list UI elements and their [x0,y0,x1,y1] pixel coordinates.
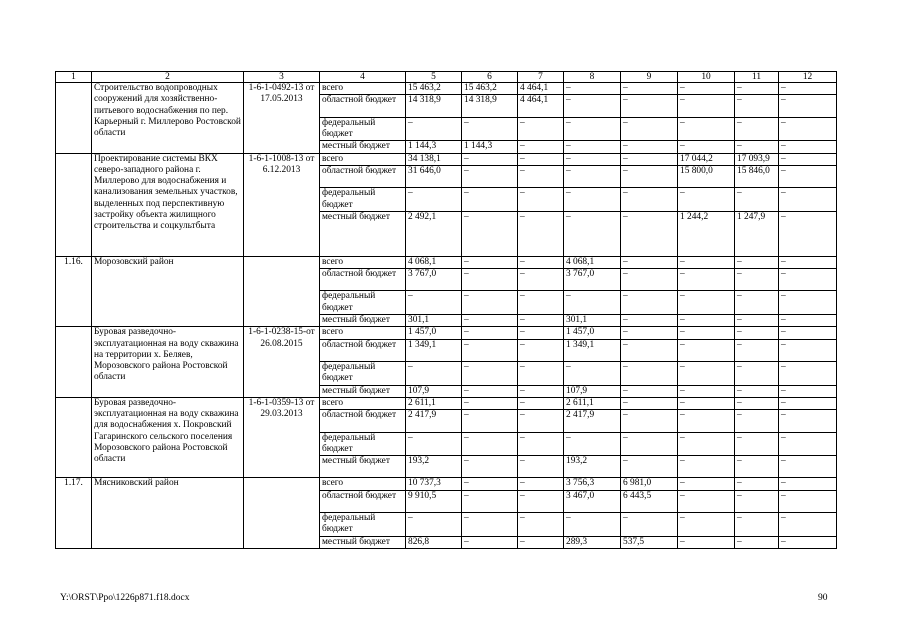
amount-cell: – [621,456,678,478]
amount-cell: – [564,188,621,212]
amount-cell: – [678,385,735,397]
amount-cell: 289,3 [564,536,621,548]
amount-cell: 1 247,9 [735,211,779,256]
funding-source-cell: местный бюджет [320,141,406,153]
header-cell: 6 [462,72,518,83]
amount-cell: – [518,490,564,512]
amount-cell: – [779,141,837,153]
amount-cell: – [735,291,779,315]
amount-cell: 4 464,1 [518,83,564,95]
amount-cell: 2 417,9 [564,410,621,432]
amount-cell: – [621,410,678,432]
amount-cell: – [779,490,837,512]
amount-cell: 301,1 [564,314,621,326]
object-name-cell: Проектирование системы ВКХ северо-западного района г. Миллерово для водоснабжения и канализования земельных участков, выделенных под перспективную застройку объекта жилищного строительства и соцкультбыта [92,153,244,256]
amount-cell: – [621,397,678,409]
amount-cell: – [462,314,518,326]
funding-source-cell: федеральный бюджет [320,513,406,537]
amount-cell: – [518,153,564,165]
object-name-cell: Буровая разведочно-эксплуатационная на воду скважина для водоснабжения х. Покровский Гагаринского сельского поселения Морозовского района Ростовской области [92,397,244,478]
amount-cell: 14 318,9 [462,95,518,117]
amount-cell: 1 457,0 [564,327,621,339]
amount-cell: – [621,361,678,385]
amount-cell: – [518,432,564,456]
amount-cell: – [779,513,837,537]
amount-cell: 4 464,1 [518,95,564,117]
amount-cell: – [735,490,779,512]
amount-cell: – [678,188,735,212]
amount-cell: – [735,256,779,268]
amount-cell: – [462,490,518,512]
amount-cell: – [779,339,837,361]
amount-cell: – [406,361,462,385]
amount-cell: – [518,188,564,212]
amount-cell: – [518,165,564,187]
amount-cell: – [462,432,518,456]
amount-cell: – [621,339,678,361]
amount-cell: – [564,211,621,256]
amount-cell: – [518,268,564,290]
funding-source-cell: областной бюджет [320,410,406,432]
amount-cell: – [678,513,735,537]
amount-cell: – [735,385,779,397]
amount-cell: 1 349,1 [406,339,462,361]
amount-cell: – [678,339,735,361]
amount-cell: – [518,536,564,548]
row-number-cell: 1.17. [56,478,92,549]
amount-cell: 15 463,2 [462,83,518,95]
amount-cell: – [779,327,837,339]
amount-cell: – [779,165,837,187]
header-cell: 11 [735,72,779,83]
amount-cell: – [564,432,621,456]
header-cell: 10 [678,72,735,83]
header-cell: 3 [244,72,320,83]
amount-cell: – [462,513,518,537]
row-number-cell [56,83,92,154]
amount-cell: – [621,291,678,315]
amount-cell: 1 457,0 [406,327,462,339]
funding-source-cell: местный бюджет [320,385,406,397]
amount-cell: – [779,153,837,165]
amount-cell: – [518,117,564,141]
amount-cell: – [678,490,735,512]
amount-cell: – [678,291,735,315]
amount-cell: 17 093,9 [735,153,779,165]
amount-cell: – [406,188,462,212]
amount-cell: 17 044,2 [678,153,735,165]
amount-cell: – [621,432,678,456]
amount-cell: – [779,256,837,268]
amount-cell: 6 443,5 [621,490,678,512]
document-number-cell [244,478,320,549]
document-number-cell: 1-6-1-0492-13 от 17.05.2013 [244,83,320,154]
amount-cell: 15 800,0 [678,165,735,187]
amount-cell: – [518,385,564,397]
amount-cell: – [621,314,678,326]
amount-cell: – [564,117,621,141]
amount-cell: – [621,141,678,153]
amount-cell: – [518,456,564,478]
amount-cell: – [462,256,518,268]
amount-cell: – [462,361,518,385]
amount-cell: 3 767,0 [564,268,621,290]
amount-cell: 6 981,0 [621,478,678,490]
amount-cell: – [678,268,735,290]
amount-cell: 193,2 [564,456,621,478]
funding-source-cell: местный бюджет [320,456,406,478]
amount-cell: 2 492,1 [406,211,462,256]
amount-cell: 107,9 [406,385,462,397]
amount-cell: – [779,385,837,397]
amount-cell: – [462,268,518,290]
amount-cell: – [621,327,678,339]
amount-cell: – [678,256,735,268]
amount-cell: – [678,361,735,385]
amount-cell: – [779,117,837,141]
amount-cell: – [518,339,564,361]
funding-source-cell: областной бюджет [320,490,406,512]
amount-cell: 1 144,3 [462,141,518,153]
amount-cell: – [779,397,837,409]
amount-cell: – [678,95,735,117]
amount-cell: – [406,513,462,537]
amount-cell: – [621,385,678,397]
budget-table [55,71,837,549]
amount-cell: – [518,478,564,490]
amount-cell: – [621,513,678,537]
header-cell: 1 [56,72,92,83]
amount-cell: – [621,268,678,290]
amount-cell: – [779,83,837,95]
amount-cell: – [779,314,837,326]
amount-cell: – [518,397,564,409]
funding-source-cell: федеральный бюджет [320,188,406,212]
amount-cell: 1 144,3 [406,141,462,153]
amount-cell: – [621,165,678,187]
row-number-cell [56,327,92,398]
amount-cell: – [621,117,678,141]
amount-cell: – [518,327,564,339]
amount-cell: 3 756,3 [564,478,621,490]
header-cell: 2 [92,72,244,83]
funding-source-cell: всего [320,83,406,95]
amount-cell: – [518,314,564,326]
amount-cell: 537,5 [621,536,678,548]
amount-cell: – [735,397,779,409]
amount-cell: – [678,397,735,409]
amount-cell: – [779,410,837,432]
funding-source-cell: федеральный бюджет [320,432,406,456]
amount-cell: – [735,141,779,153]
amount-cell: – [621,83,678,95]
amount-cell: – [462,385,518,397]
amount-cell: – [735,268,779,290]
amount-cell: 1 244,2 [678,211,735,256]
table-body [56,72,837,549]
amount-cell: – [518,291,564,315]
amount-cell: 2 611,1 [406,397,462,409]
amount-cell: – [462,153,518,165]
amount-cell: 826,8 [406,536,462,548]
amount-cell: – [621,95,678,117]
amount-cell: 193,2 [406,456,462,478]
amount-cell: – [518,141,564,153]
row-number-cell: 1.16. [56,256,92,327]
row-number-cell [56,397,92,478]
amount-cell: – [518,256,564,268]
amount-cell: – [621,256,678,268]
funding-source-cell: всего [320,397,406,409]
funding-source-cell: федеральный бюджет [320,361,406,385]
document-number-cell [244,256,320,327]
object-name-cell: Буровая разведочно-эксплуатационная на воду скважина на территории х. Беляев, Морозовского района Ростовской области [92,327,244,398]
amount-cell: – [735,478,779,490]
amount-cell: 10 737,3 [406,478,462,490]
amount-cell: – [779,268,837,290]
amount-cell: – [779,188,837,212]
amount-cell: – [621,188,678,212]
funding-source-cell: всего [320,153,406,165]
funding-source-cell: местный бюджет [320,314,406,326]
amount-cell: 3 467,0 [564,490,621,512]
amount-cell: – [779,478,837,490]
amount-cell: – [462,211,518,256]
amount-cell: – [564,291,621,315]
amount-cell: – [779,432,837,456]
amount-cell: – [735,188,779,212]
amount-cell: – [735,339,779,361]
amount-cell: – [564,165,621,187]
object-name-cell: Мясниковский район [92,478,244,549]
amount-cell: – [406,291,462,315]
amount-cell: – [735,117,779,141]
table-row [56,327,837,339]
amount-cell: – [462,478,518,490]
funding-source-cell: областной бюджет [320,339,406,361]
funding-source-cell: местный бюджет [320,211,406,256]
header-cell: 8 [564,72,621,83]
document-number-cell: 1-6-1-0359-13 от 29.03.2013 [244,397,320,478]
header-cell: 12 [779,72,837,83]
amount-cell: – [678,410,735,432]
row-number-cell [56,153,92,256]
table-row [56,83,837,95]
amount-cell: – [564,153,621,165]
amount-cell: – [462,165,518,187]
amount-cell: 2 417,9 [406,410,462,432]
table-row [56,256,837,268]
funding-source-cell: местный бюджет [320,536,406,548]
amount-cell: – [462,327,518,339]
footer-file-path: Y:\ORST\Ppo\1226p871.f18.docx [60,593,190,603]
amount-cell: – [518,361,564,385]
amount-cell: 15 846,0 [735,165,779,187]
amount-cell: – [678,432,735,456]
header-cell: 4 [320,72,406,83]
amount-cell: – [462,410,518,432]
table-row [56,478,837,490]
amount-cell: – [462,291,518,315]
funding-source-cell: всего [320,478,406,490]
amount-cell: – [621,211,678,256]
document-number-cell: 1-6-1-0238-15-от 26.08.2015 [244,327,320,398]
header-cell: 5 [406,72,462,83]
funding-source-cell: всего [320,256,406,268]
amount-cell: – [564,361,621,385]
amount-cell: – [462,536,518,548]
amount-cell: 1 349,1 [564,339,621,361]
amount-cell: – [678,314,735,326]
table-row [56,397,837,409]
amount-cell: – [564,95,621,117]
amount-cell: – [779,536,837,548]
amount-cell: – [564,513,621,537]
amount-cell: 31 646,0 [406,165,462,187]
document-number-cell: 1-6-1-1008-13 от 6.12.2013 [244,153,320,256]
object-name-cell: Строительство водопроводных сооружений для хозяйственно-питьевого водоснабжения по пер. Карьерный г. Миллерово Ростовской области [92,83,244,154]
amount-cell: 107,9 [564,385,621,397]
header-cell: 7 [518,72,564,83]
amount-cell: – [678,327,735,339]
amount-cell: – [564,83,621,95]
amount-cell: – [779,95,837,117]
amount-cell: – [779,211,837,256]
amount-cell: 4 068,1 [564,256,621,268]
amount-cell: 301,1 [406,314,462,326]
header-cell: 9 [621,72,678,83]
amount-cell: – [735,314,779,326]
funding-source-cell: областной бюджет [320,268,406,290]
amount-cell: – [779,291,837,315]
amount-cell: 4 068,1 [406,256,462,268]
amount-cell: – [678,478,735,490]
amount-cell: – [462,339,518,361]
amount-cell: – [462,117,518,141]
funding-source-cell: областной бюджет [320,165,406,187]
amount-cell: – [678,456,735,478]
amount-cell: – [735,327,779,339]
amount-cell: 14 318,9 [406,95,462,117]
page-number: 90 [818,593,828,603]
amount-cell: – [735,513,779,537]
amount-cell: – [678,141,735,153]
amount-cell: – [779,361,837,385]
amount-cell: 3 767,0 [406,268,462,290]
funding-source-cell: федеральный бюджет [320,291,406,315]
funding-source-cell: всего [320,327,406,339]
amount-cell: 9 910,5 [406,490,462,512]
amount-cell: – [735,95,779,117]
amount-cell: – [678,536,735,548]
object-name-cell: Морозовский район [92,256,244,327]
amount-cell: – [735,456,779,478]
amount-cell: – [735,83,779,95]
amount-cell: – [735,361,779,385]
header-row [56,72,837,83]
table-row [56,153,837,165]
amount-cell: – [462,397,518,409]
funding-source-cell: областной бюджет [320,95,406,117]
amount-cell: – [735,410,779,432]
amount-cell: 2 611,1 [564,397,621,409]
amount-cell: – [518,410,564,432]
amount-cell: – [462,188,518,212]
amount-cell: – [678,117,735,141]
amount-cell: – [564,141,621,153]
amount-cell: – [518,211,564,256]
amount-cell: – [779,456,837,478]
amount-cell: 34 138,1 [406,153,462,165]
amount-cell: – [735,536,779,548]
amount-cell: – [678,83,735,95]
amount-cell: – [462,456,518,478]
funding-source-cell: федеральный бюджет [320,117,406,141]
amount-cell: – [735,432,779,456]
amount-cell: 15 463,2 [406,83,462,95]
amount-cell: – [518,513,564,537]
amount-cell: – [621,153,678,165]
amount-cell: – [406,117,462,141]
amount-cell: – [406,432,462,456]
